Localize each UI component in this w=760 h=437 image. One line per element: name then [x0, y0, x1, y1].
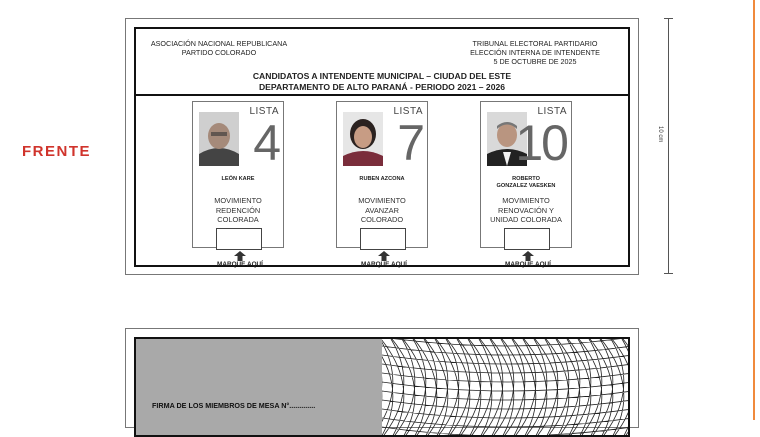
header-right	[450, 39, 620, 66]
candidate-movement	[337, 196, 427, 225]
candidate-movement	[193, 196, 283, 225]
movement-line: MOVIMIENTO	[358, 196, 406, 205]
dimension-cap-top	[664, 18, 673, 19]
dimension-label: 10 cm	[657, 126, 663, 143]
candidate-name-line1: LEÓN KARE	[221, 176, 255, 182]
candidate-name	[481, 176, 571, 190]
lista-label: LISTA	[537, 106, 567, 117]
dimension-cap-bottom	[664, 273, 673, 274]
party-name: PARTIDO COLORADO	[181, 48, 257, 57]
mark-here-label: MARQUE AQUÍ	[505, 261, 551, 268]
mark-here-label: MARQUE AQUÍ	[361, 261, 407, 268]
vote-mark-box[interactable]	[360, 228, 406, 250]
tribunal-name: TRIBUNAL ELECTORAL PARTIDARIO	[472, 39, 598, 48]
candidate-photo	[343, 112, 383, 166]
dimension-line	[668, 18, 669, 273]
ballot-back	[125, 328, 639, 428]
candidate-name	[193, 176, 283, 183]
candidate-name	[337, 176, 427, 183]
candidate-card-lista-7	[336, 101, 428, 248]
lista-number: 4	[253, 115, 279, 171]
ballot-title-line2: DEPARTAMENTO DE ALTO PARANÁ - PERIODO 2021 – 2026	[258, 82, 506, 92]
lista-number: 7	[397, 115, 423, 171]
vote-mark-box[interactable]	[504, 228, 550, 250]
party-association: ASOCIACIÓN NACIONAL REPUBLICANA	[150, 39, 288, 48]
candidate-name-line1: ROBERTO	[512, 176, 540, 182]
ballot-title-line1: CANDIDATOS A INTENDENTE MUNICIPAL – CIUDAD DEL ESTE	[252, 71, 512, 81]
movement-line: COLORADA	[217, 215, 259, 224]
header-rule	[136, 94, 628, 96]
vote-mark-box[interactable]	[216, 228, 262, 250]
movement-line: RENOVACIÓN Y	[498, 205, 554, 215]
signature-label: FIRMA DE LOS MIEMBROS DE MESA N°.............	[152, 401, 316, 410]
election-name: ELECCIÓN INTERNA DE INTENDENTE	[470, 48, 600, 57]
lista-label: LISTA	[393, 106, 423, 117]
candidate-card-lista-10	[480, 101, 572, 248]
up-arrow-icon	[377, 251, 391, 261]
candidate-movement	[481, 196, 571, 225]
election-date: 5 DE OCTUBRE DE 2025	[493, 57, 577, 66]
header-left	[144, 39, 294, 57]
page-edge-rule	[753, 0, 755, 420]
movement-line: COLORADO	[360, 215, 404, 224]
candidate-name-line1: RUBEN AZCONA	[359, 176, 405, 182]
signature-area	[136, 339, 382, 437]
security-pattern-lines	[382, 339, 630, 437]
ballot-back-frame	[134, 337, 630, 437]
movement-line: MOVIMIENTO	[214, 196, 262, 205]
ballot-front-frame	[134, 27, 630, 267]
security-pattern	[382, 339, 630, 437]
lista-number: 10	[515, 115, 567, 171]
candidate-card-lista-4	[192, 101, 284, 248]
candidate-photo	[199, 112, 239, 166]
movement-line: UNIDAD COLORADA	[490, 215, 562, 224]
side-label: FRENTE	[22, 143, 91, 160]
ballot-title	[136, 71, 628, 93]
up-arrow-icon	[233, 251, 247, 261]
movement-line: AVANZAR	[365, 205, 399, 215]
movement-line: MOVIMIENTO	[502, 196, 550, 205]
movement-line: REDENCIÓN	[215, 205, 261, 215]
ballot-front	[125, 18, 639, 275]
lista-label: LISTA	[249, 106, 279, 117]
candidate-name-line2: GONZALEZ VAESKEN	[496, 183, 556, 189]
up-arrow-icon	[521, 251, 535, 261]
mark-here-label: MARQUE AQUÍ	[217, 261, 263, 268]
